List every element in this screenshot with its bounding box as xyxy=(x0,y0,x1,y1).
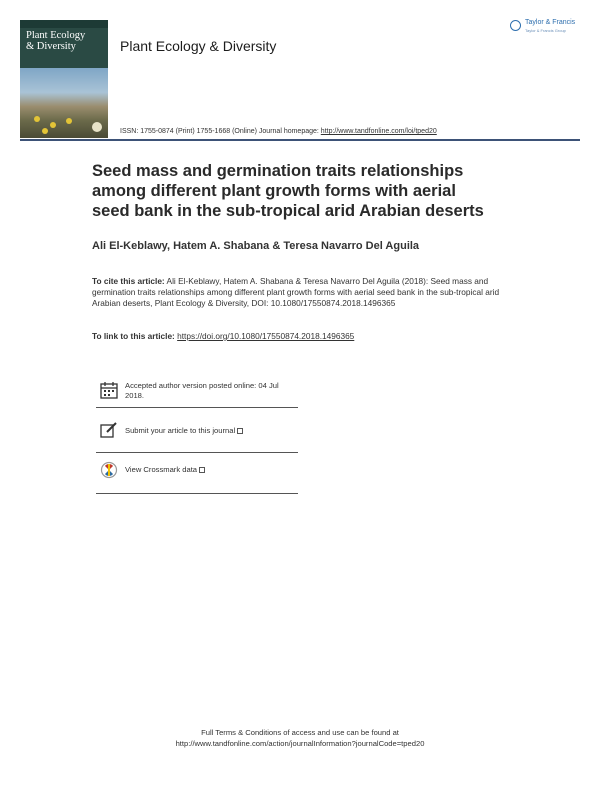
crossmark-icon xyxy=(100,461,118,479)
citation-label: To cite this article: xyxy=(92,276,165,286)
journal-title[interactable]: Plant Ecology & Diversity xyxy=(120,38,277,54)
citation-text: Ali El-Keblawy, Hatem A. Shabana & Teresa Navarro Del Aguila (2018): Seed mass and germination traits relationships among different plant growth forms with aerial seed bank in the sub-tropical arid Arabian deserts, Plant Ecology & Diversity, DOI: xyxy=(92,276,500,308)
cover-flower xyxy=(42,128,48,134)
external-link-icon xyxy=(237,428,243,434)
cover-title-line2: & Diversity xyxy=(26,41,76,52)
cover-top-band xyxy=(20,20,108,28)
cover-flower xyxy=(34,116,40,122)
article-link-line xyxy=(92,331,354,341)
external-link-icon xyxy=(199,467,205,473)
terms-footer-link[interactable]: http://www.tandfonline.com/action/journalInformation?journalCode=tped20 xyxy=(175,739,425,748)
publisher-logo-text: Taylor & Francis xyxy=(525,19,576,26)
crossmark-link[interactable] xyxy=(125,465,295,475)
crossmark-text[interactable]: View Crossmark data xyxy=(125,465,198,474)
article-title-line3: seed bank in the sub-tropical arid Arabian deserts xyxy=(92,202,484,220)
citation-block xyxy=(92,276,512,309)
submit-article-item[interactable] xyxy=(96,421,298,443)
journal-cover-image xyxy=(20,20,108,138)
article-title-line1: Seed mass and germination traits relationships xyxy=(92,162,464,180)
article-link-label: To link to this article: xyxy=(92,331,178,341)
submit-article-link[interactable] xyxy=(125,426,295,436)
cover-publisher-logo xyxy=(92,122,102,132)
crossmark-item[interactable] xyxy=(96,461,298,483)
cover-title xyxy=(26,30,106,52)
divider xyxy=(96,493,298,494)
terms-footer xyxy=(0,727,600,749)
article-authors: Ali El-Keblawy, Hatem A. Shabana & Teresa Navarro Del Aguila xyxy=(92,240,420,252)
accepted-version-item xyxy=(96,381,298,405)
divider xyxy=(96,452,298,453)
publisher-logo xyxy=(510,20,580,34)
header-divider xyxy=(20,139,580,141)
publisher-logo-icon xyxy=(510,20,521,31)
accepted-version-text: Accepted author version posted online: 04 Jul 2018. xyxy=(125,381,279,400)
cover-photo xyxy=(20,68,108,138)
cover-flower xyxy=(50,122,56,128)
cover-title-line1: Plant Ecology xyxy=(26,30,86,41)
journal-homepage-link[interactable]: http://www.tandfonline.com/loi/tped20 xyxy=(320,128,437,135)
divider xyxy=(96,407,298,408)
issn-line xyxy=(120,128,437,135)
cover-flower xyxy=(66,118,72,124)
calendar-icon xyxy=(100,381,118,399)
article-doi-link[interactable]: https://doi.org/10.1080/17550874.2018.1496365 xyxy=(177,331,355,341)
edit-icon xyxy=(100,421,118,439)
publisher-logo-subtext: Taylor & Francis Group xyxy=(525,28,566,33)
citation-doi[interactable]: 10.1080/17550874.2018.1496365 xyxy=(270,298,396,308)
issn-text: ISSN: 1755-0874 (Print) 1755-1668 (Online) Journal homepage: xyxy=(120,128,321,135)
article-title-line2: among different plant growth forms with aerial xyxy=(92,182,456,200)
article-title xyxy=(92,161,512,221)
submit-article-text[interactable]: Submit your article to this journal xyxy=(125,426,236,435)
terms-footer-line1: Full Terms & Conditions of access and use can be found at xyxy=(201,728,399,737)
